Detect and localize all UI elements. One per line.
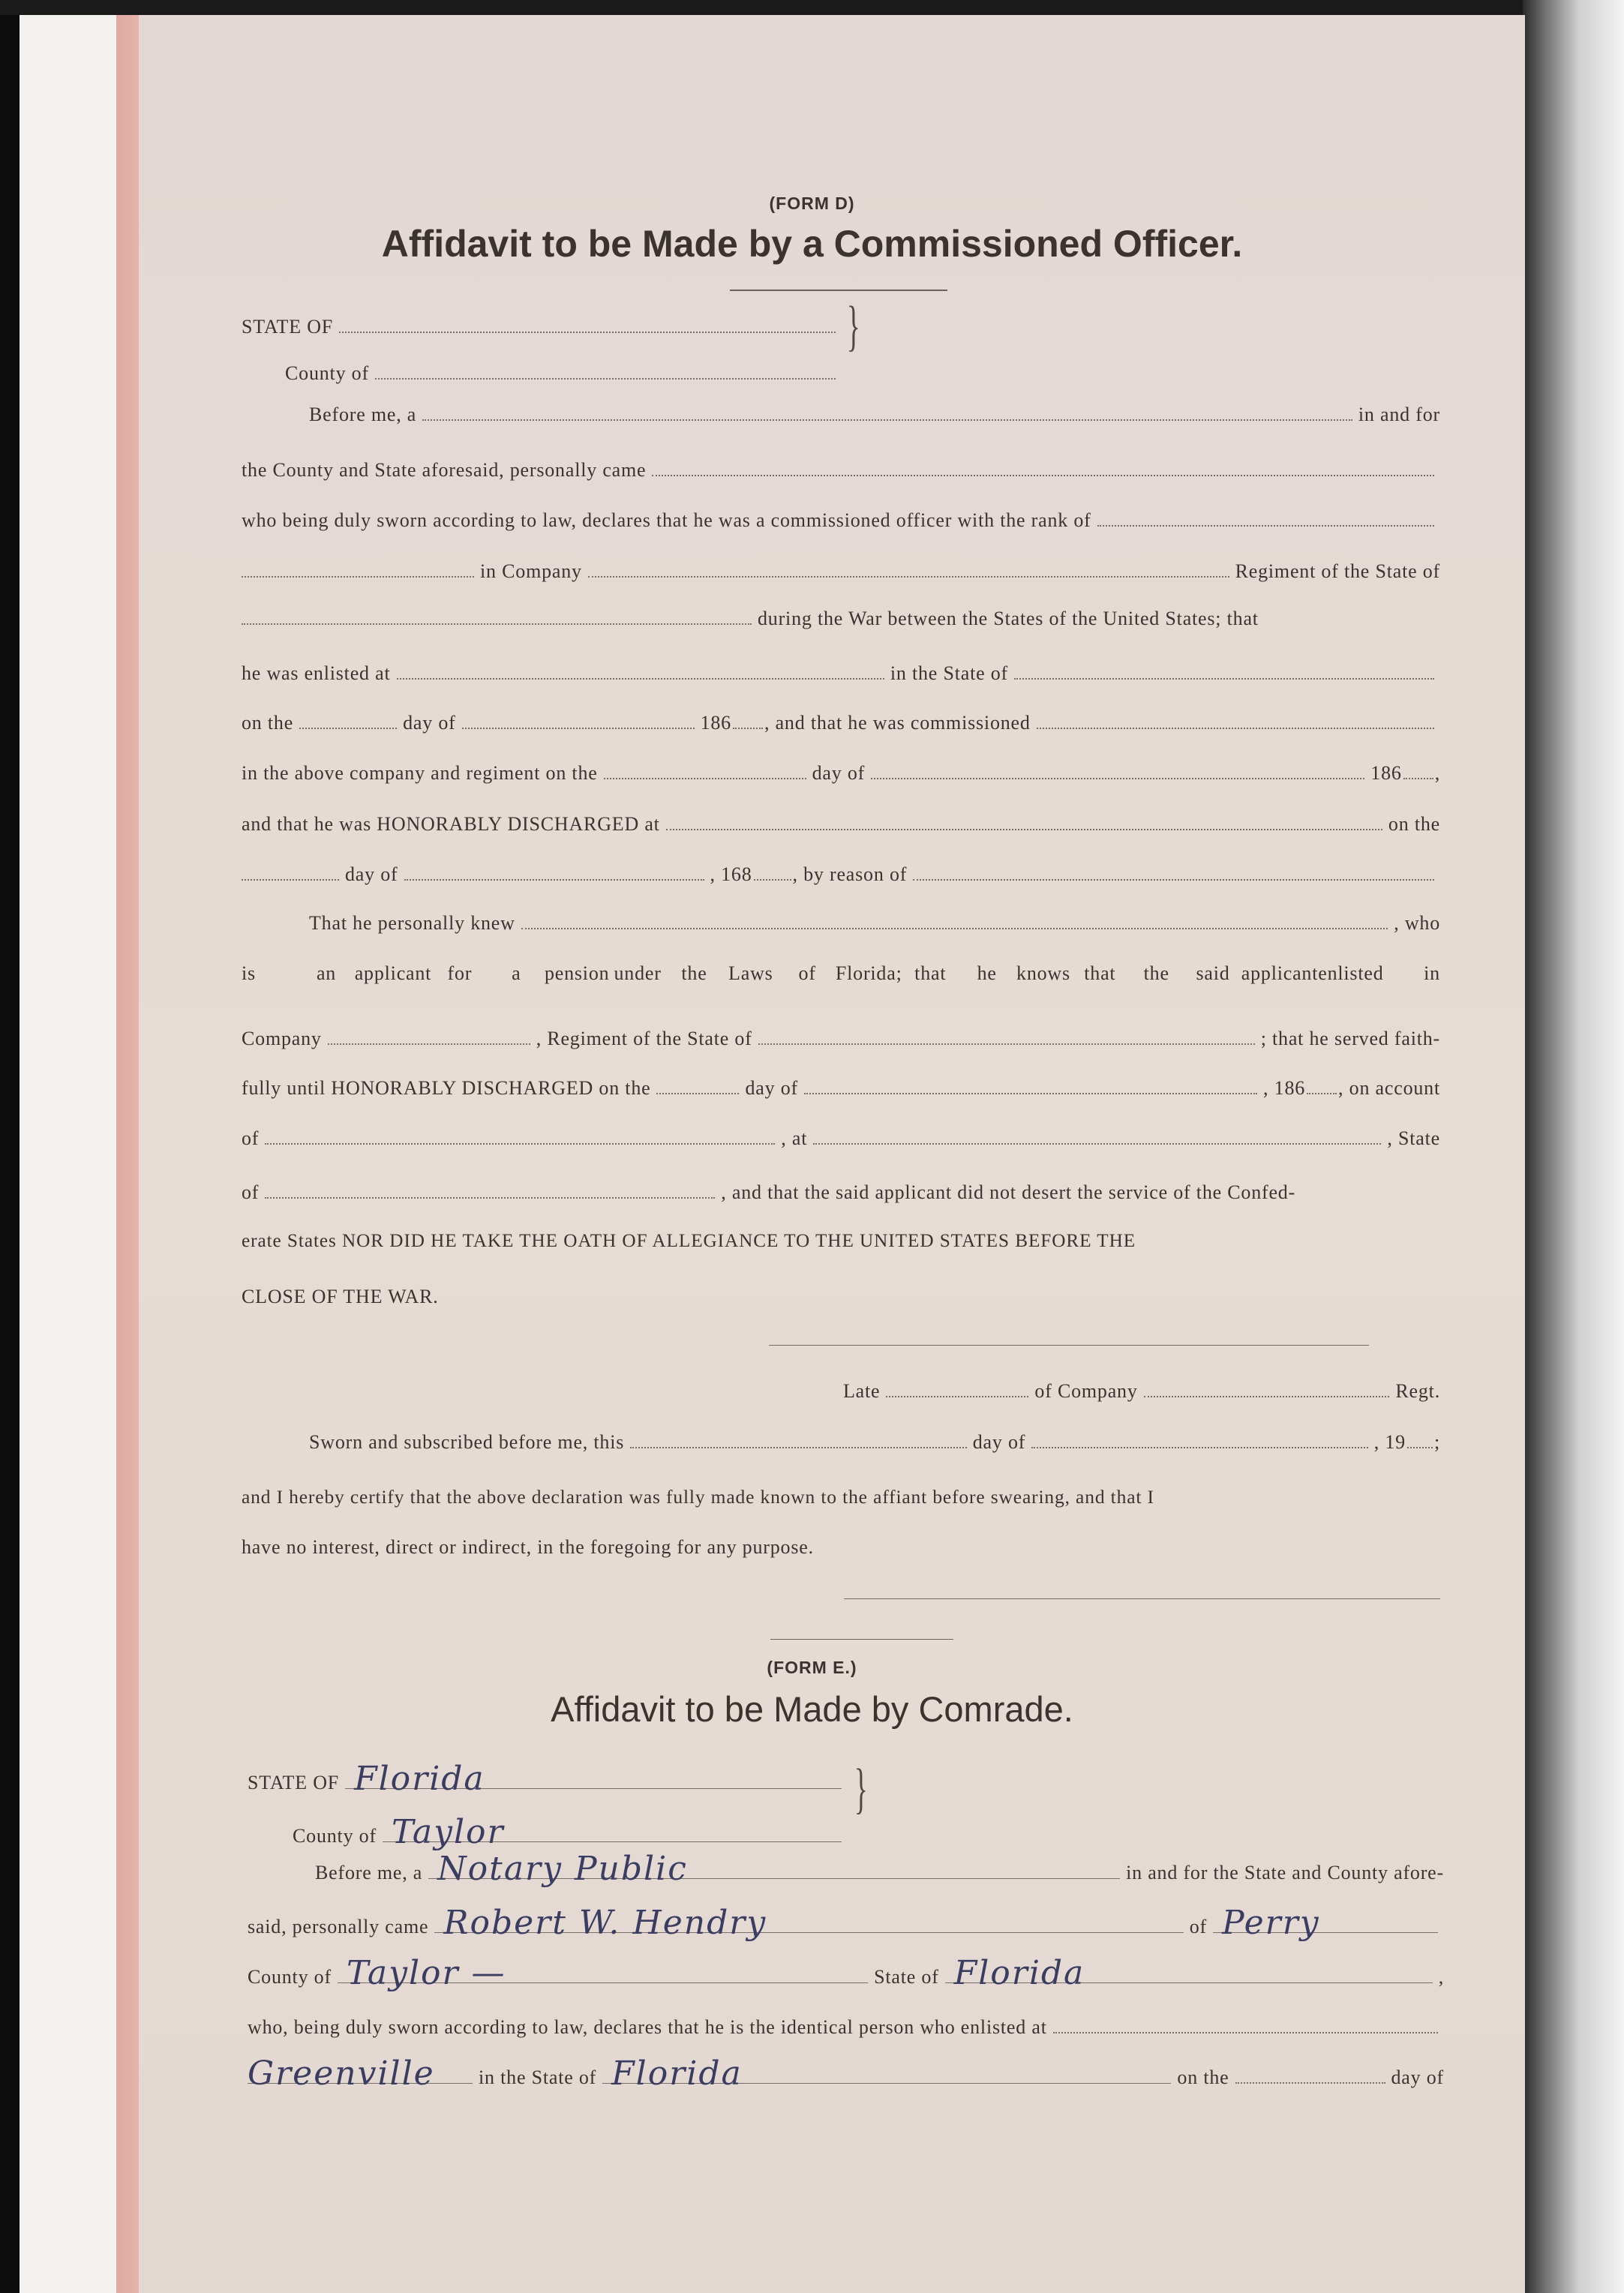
state-field[interactable] <box>339 314 836 333</box>
handwritten-state: Florida <box>354 1760 485 1798</box>
discharge-month-field[interactable] <box>404 861 704 881</box>
form-d-line-7: during the War between the States of the United States; that <box>242 605 1440 632</box>
form-e-label: (FORM E.) <box>767 1658 857 1677</box>
enlisted-at-field[interactable] <box>397 660 884 680</box>
year-field[interactable] <box>733 710 763 729</box>
company-field[interactable] <box>588 558 1229 578</box>
form-e-last-line: Greenville in the State of Florida on the day of <box>248 2054 1444 2093</box>
served-year-field[interactable] <box>1307 1075 1337 1094</box>
justified-word: applicant <box>354 962 432 984</box>
comrade-state-field[interactable] <box>758 1025 1255 1045</box>
form-d-line-17: of , at , State <box>242 1125 1440 1152</box>
of-place-field[interactable] <box>1213 1904 1438 1942</box>
enlisted-state-field[interactable] <box>1014 660 1434 680</box>
officer-title-field[interactable] <box>422 401 1352 421</box>
justified-word: under <box>614 962 662 984</box>
handwritten-enlisted-state: Florida <box>611 2054 743 2093</box>
applicant-name-field[interactable] <box>652 457 1434 476</box>
form-e-state-line: STATE OF Florida <box>248 1769 848 1796</box>
justified-word: Laws <box>728 962 773 984</box>
scan-border-left <box>0 0 20 2293</box>
handwritten-name: Robert W. Hendry <box>443 1904 767 1942</box>
form-d-state-line: STATE OF <box>242 314 842 341</box>
discharged-at-field[interactable] <box>666 811 1382 830</box>
discharge-year-field[interactable] <box>754 861 791 881</box>
rank-field[interactable] <box>1097 507 1434 527</box>
enlisted-day-field-e[interactable] <box>1235 2064 1385 2084</box>
form-d-label: (FORM D) <box>769 194 855 213</box>
justified-word: he <box>977 962 997 984</box>
justified-word: a <box>512 962 521 984</box>
late-company-field[interactable] <box>1144 1378 1390 1397</box>
handwritten-town: Greenville <box>248 2054 435 2093</box>
state-of-field[interactable] <box>265 1179 715 1199</box>
month-field[interactable] <box>462 710 695 729</box>
form-d-line-14 <box>242 960 1440 987</box>
late-line: Late of Company Regt. <box>843 1378 1440 1405</box>
commission-day-field[interactable] <box>604 760 806 779</box>
form-e-said-line: said, personally came Robert W. Hendry of Perry <box>248 1913 1444 1940</box>
knew-name-field[interactable] <box>521 910 1388 929</box>
form-d-title: Affidavit to be Made by a Commissioned Officer. <box>381 223 1243 265</box>
form-d-line-6: in Company Regiment of the State of <box>242 558 1440 585</box>
form-d-line-15: Company , Regiment of the State of ; that he served faith- <box>242 1025 1440 1052</box>
justified-word: the <box>681 962 707 984</box>
form-e-title: Affidavit to be Made by Comrade. <box>551 1689 1073 1729</box>
state2-field[interactable] <box>945 1954 1433 1992</box>
reason-field[interactable] <box>913 861 1434 881</box>
form-d-line-11: and that he was HONORABLY DISCHARGED at on the <box>242 811 1440 838</box>
county2-field[interactable] <box>338 1954 868 1992</box>
account-field[interactable] <box>265 1125 775 1145</box>
justified-word: pension <box>544 962 610 984</box>
brace-e: } <box>854 1758 868 1820</box>
scan-border-top <box>0 0 1523 15</box>
form-e-county-line: County of Taylor <box>293 1823 848 1850</box>
day-field[interactable] <box>299 710 397 729</box>
justified-word: of <box>798 962 816 984</box>
certify-line-2: have no interest, direct or indirect, in the foregoing for any purpose. <box>242 1536 814 1558</box>
form-d-line-9: on the day of 186 , and that he was commissioned <box>242 710 1440 737</box>
handwritten-state2: Florida <box>953 1954 1085 1992</box>
form-d-line-12: day of , 168 , by reason of <box>242 861 1440 888</box>
late-field[interactable] <box>886 1378 1028 1397</box>
justified-word: said <box>1196 962 1230 984</box>
form-d-line-5: who being duly sworn according to law, declares that he was a commissioned officer with the rank of <box>242 507 1440 534</box>
commission-year-field[interactable] <box>1403 760 1433 779</box>
sworn-line: Sworn and subscribed before me, this day of , 19 ; <box>309 1429 1440 1456</box>
affiant-signature-line[interactable] <box>769 1345 1369 1346</box>
discharge-day-field[interactable] <box>242 861 339 881</box>
justified-word: is <box>242 962 256 984</box>
justified-word: an <box>316 962 337 984</box>
enlisted-at-field-e[interactable] <box>1053 2014 1438 2033</box>
document-paper <box>139 15 1525 2293</box>
certify-line-1: and I hereby certify that the above declaration was fully made known to the affiant before swearing, and that I <box>242 1486 1154 1508</box>
form-d-county-line: County of <box>285 360 842 387</box>
commission-month-field[interactable] <box>871 760 1364 779</box>
justified-word: for <box>447 962 473 984</box>
officer-signature-line[interactable] <box>844 1598 1440 1599</box>
justified-word: the <box>1143 962 1169 984</box>
enlisted-town-field[interactable] <box>248 2054 473 2093</box>
sworn-month-field[interactable] <box>1031 1429 1368 1448</box>
handwritten-place: Perry <box>1222 1904 1320 1942</box>
form-d-line-8: he was enlisted at in the State of <box>242 660 1440 687</box>
form-d-line-16: fully until HONORABLY DISCHARGED on the day of , 186 , on account <box>242 1075 1440 1102</box>
justified-word: that <box>1084 962 1116 984</box>
form-d-line-20: CLOSE OF THE WAR. <box>242 1286 439 1307</box>
county-field[interactable] <box>375 360 836 380</box>
handwritten-officer: Notary Public <box>437 1850 688 1888</box>
served-day-field[interactable] <box>656 1075 739 1094</box>
justified-word: enlisted <box>1318 962 1384 984</box>
sworn-year-field[interactable] <box>1407 1429 1433 1448</box>
served-month-field[interactable] <box>804 1075 1257 1094</box>
at-field[interactable] <box>813 1125 1381 1145</box>
rank-field-cont[interactable] <box>242 558 474 578</box>
scan-border-right <box>1523 0 1624 2293</box>
sworn-day-field[interactable] <box>630 1429 967 1448</box>
form-d-line-13: That he personally knew , who <box>309 910 1440 937</box>
form-d-line-4: the County and State aforesaid, personally came <box>242 457 1440 484</box>
form-d-line-3: Before me, a in and for <box>309 401 1440 428</box>
justified-word: applicant <box>1241 962 1319 984</box>
comrade-company-field[interactable] <box>328 1025 530 1045</box>
form-e-county2-line: County of Taylor — State of Florida , <box>248 1954 1444 1992</box>
state-regiment-field[interactable] <box>242 605 752 625</box>
enlisted-state-field-e[interactable] <box>602 2054 1171 2093</box>
form-e-who-line: who, being duly sworn according to law, declares that he is the identical person who enlisted at <box>248 2014 1444 2041</box>
form-d-line-10: in the above company and regiment on the day of 186 , <box>242 760 1440 787</box>
handwritten-county: Taylor <box>391 1813 505 1851</box>
form-e-before-line: Before me, a Notary Public in and for the State and County afore- <box>315 1850 1444 1888</box>
justified-word: in <box>1424 962 1440 984</box>
form-d-line-19: erate States NOR DID HE TAKE THE OATH OF ALLEGIANCE TO THE UNITED STATES BEFORE THE <box>242 1231 1136 1251</box>
brace: } <box>846 296 860 357</box>
title-rule <box>730 290 947 291</box>
section-rule <box>770 1639 953 1640</box>
handwritten-county2: Taylor — <box>346 1954 506 1992</box>
form-d-line-18: of , and that the said applicant did not desert the service of the Confed- <box>242 1179 1440 1206</box>
commissioned-field[interactable] <box>1037 710 1434 729</box>
justified-word: Florida; <box>835 962 902 984</box>
justified-word: knows <box>1016 962 1070 984</box>
justified-word: that <box>914 962 947 984</box>
